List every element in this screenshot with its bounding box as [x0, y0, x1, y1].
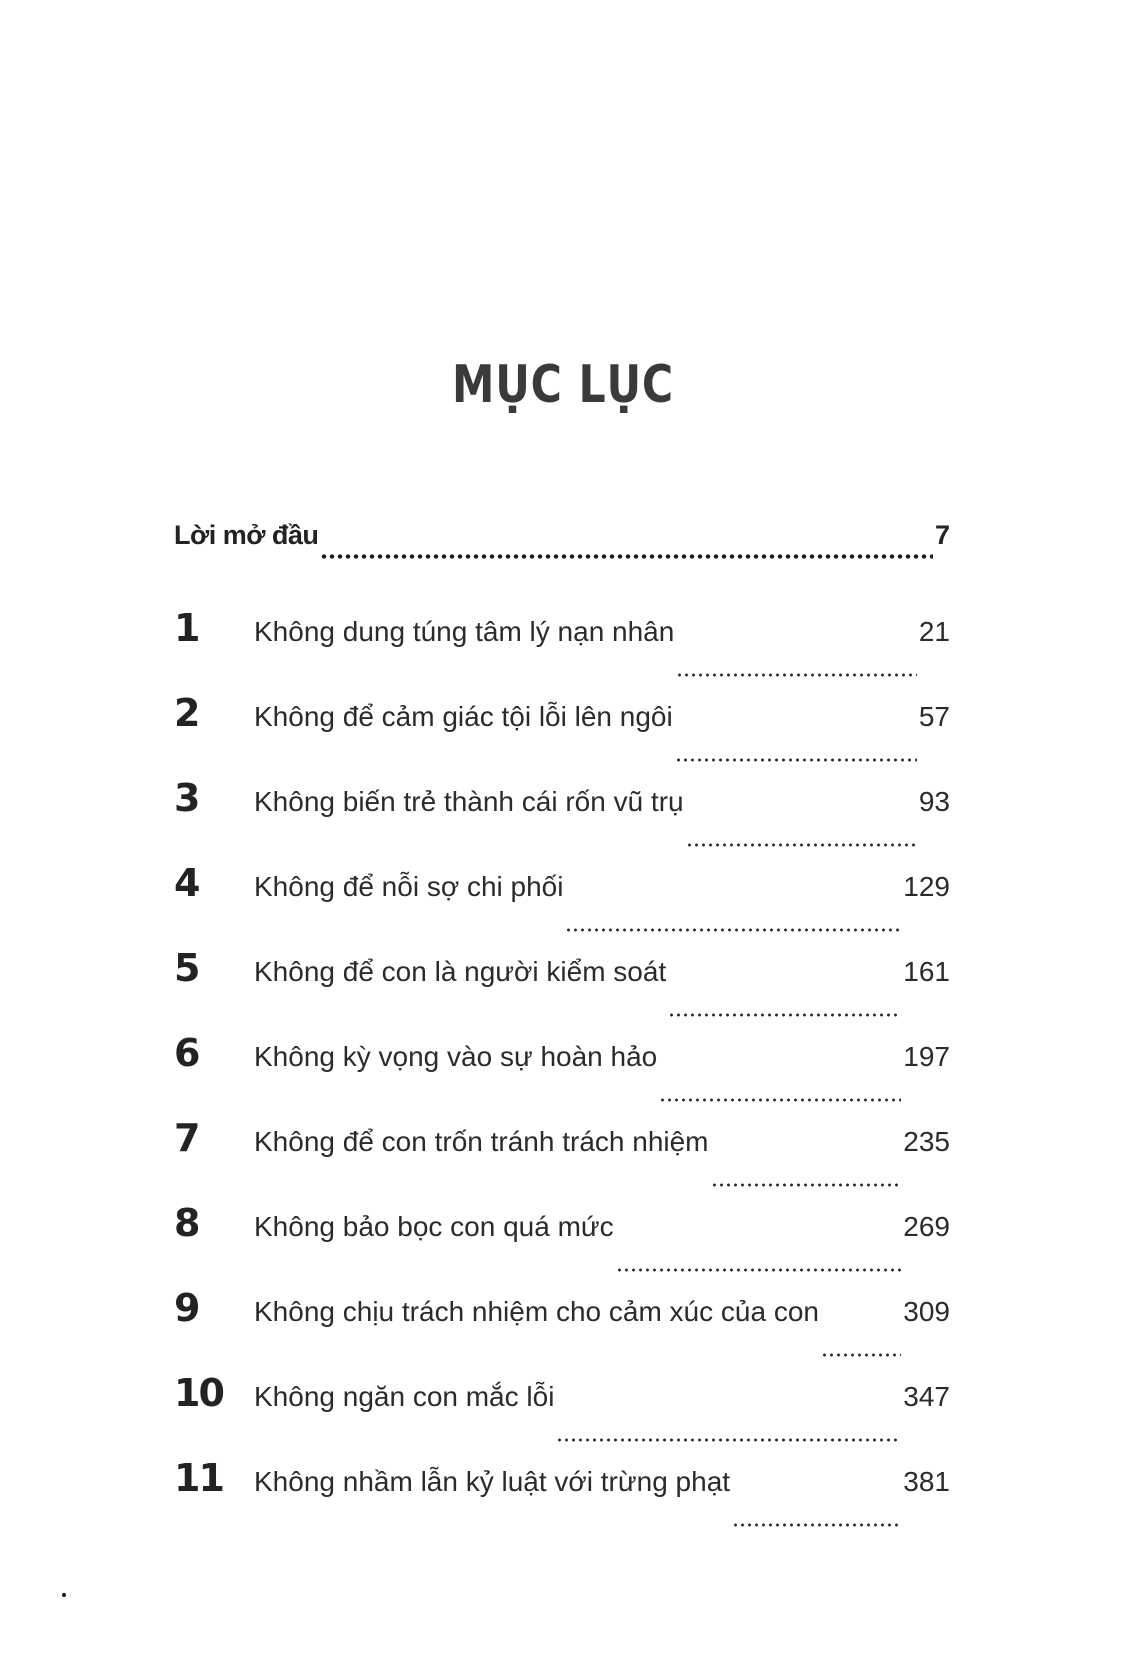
- dot-leader: [616, 1264, 902, 1276]
- chapter-page-number: 269: [903, 1211, 950, 1242]
- chapter-title: Không nhầm lẫn kỷ luật với trừng phạt: [254, 1466, 731, 1497]
- toc-entry-chapter-3[interactable]: [174, 776, 950, 861]
- chapter-page-number: 381: [903, 1466, 950, 1497]
- chapter-number: 3: [174, 776, 199, 820]
- chapter-page-number: 309: [903, 1296, 950, 1327]
- chapter-number: 6: [174, 1031, 199, 1075]
- toc-entry-chapter-2[interactable]: [174, 691, 950, 776]
- dot-leader: [732, 1519, 901, 1531]
- toc-entry-chapter-7[interactable]: [174, 1116, 950, 1201]
- toc-entry-chapter-8[interactable]: [174, 1201, 950, 1286]
- table-of-contents: [174, 520, 950, 1541]
- chapter-number: 1: [174, 606, 199, 650]
- chapter-number: 10: [174, 1371, 223, 1415]
- intro-label: Lời mở đầu: [174, 520, 319, 550]
- page-speck: [62, 1593, 66, 1597]
- toc-entry-chapter-5[interactable]: [174, 946, 950, 1031]
- chapter-number: 11: [174, 1456, 223, 1500]
- dot-leader: [668, 1009, 901, 1021]
- chapter-number: 8: [174, 1201, 199, 1245]
- chapter-page-number: 161: [903, 956, 950, 987]
- chapter-page-number: 129: [903, 871, 950, 902]
- chapter-title: Không để cảm giác tội lỗi lên ngôi: [254, 701, 673, 732]
- toc-entry-chapter-9[interactable]: [174, 1286, 950, 1371]
- chapter-page-number: 93: [918, 786, 950, 817]
- chapter-title: Không dung túng tâm lý nạn nhân: [254, 616, 675, 647]
- chapter-title: Không chịu trách nhiệm cho cảm xúc của con: [254, 1296, 819, 1327]
- toc-entry-chapter-11[interactable]: [174, 1456, 950, 1541]
- chapter-title: Không để con trốn tránh trách nhiệm: [254, 1126, 709, 1157]
- dot-leader: [556, 1434, 901, 1446]
- chapter-number: 4: [174, 861, 199, 905]
- toc-entry-chapter-6[interactable]: [174, 1031, 950, 1116]
- toc-entry-chapter-4[interactable]: [174, 861, 950, 946]
- chapter-title: Không để con là người kiểm soát: [254, 956, 667, 987]
- chapter-number: 9: [174, 1286, 199, 1330]
- chapter-title: Không kỳ vọng vào sự hoàn hảo: [254, 1041, 658, 1072]
- chapter-title: Không bảo bọc con quá mức: [254, 1211, 614, 1242]
- dot-leader: [659, 1094, 901, 1106]
- chapter-page-number: 21: [918, 616, 950, 647]
- chapter-title: Không ngăn con mắc lỗi: [254, 1381, 555, 1412]
- chapter-page-number: 347: [903, 1381, 950, 1412]
- chapter-number: 2: [174, 691, 199, 735]
- chapter-title: Không để nỗi sợ chi phối: [254, 871, 564, 902]
- dot-leader: [320, 550, 933, 562]
- dot-leader: [686, 839, 917, 851]
- dot-leader: [676, 669, 917, 681]
- chapter-number: 5: [174, 946, 199, 990]
- toc-entry-chapter-1[interactable]: [174, 606, 950, 691]
- dot-leader: [565, 924, 901, 936]
- dot-leader: [821, 1349, 901, 1361]
- toc-entry-chapter-10[interactable]: [174, 1371, 950, 1456]
- chapter-page-number: 57: [918, 701, 950, 732]
- intro-page-number: 7: [934, 520, 950, 550]
- chapter-title: Không biến trẻ thành cái rốn vũ trụ: [254, 786, 684, 817]
- chapter-page-number: 235: [903, 1126, 950, 1157]
- chapter-list: [174, 606, 950, 1541]
- dot-leader: [711, 1179, 902, 1191]
- chapter-page-number: 197: [903, 1041, 950, 1072]
- chapter-number: 7: [174, 1116, 199, 1160]
- toc-entry-intro[interactable]: [174, 520, 950, 570]
- page-title: MỤC LỤC: [451, 355, 675, 415]
- dot-leader: [675, 754, 917, 766]
